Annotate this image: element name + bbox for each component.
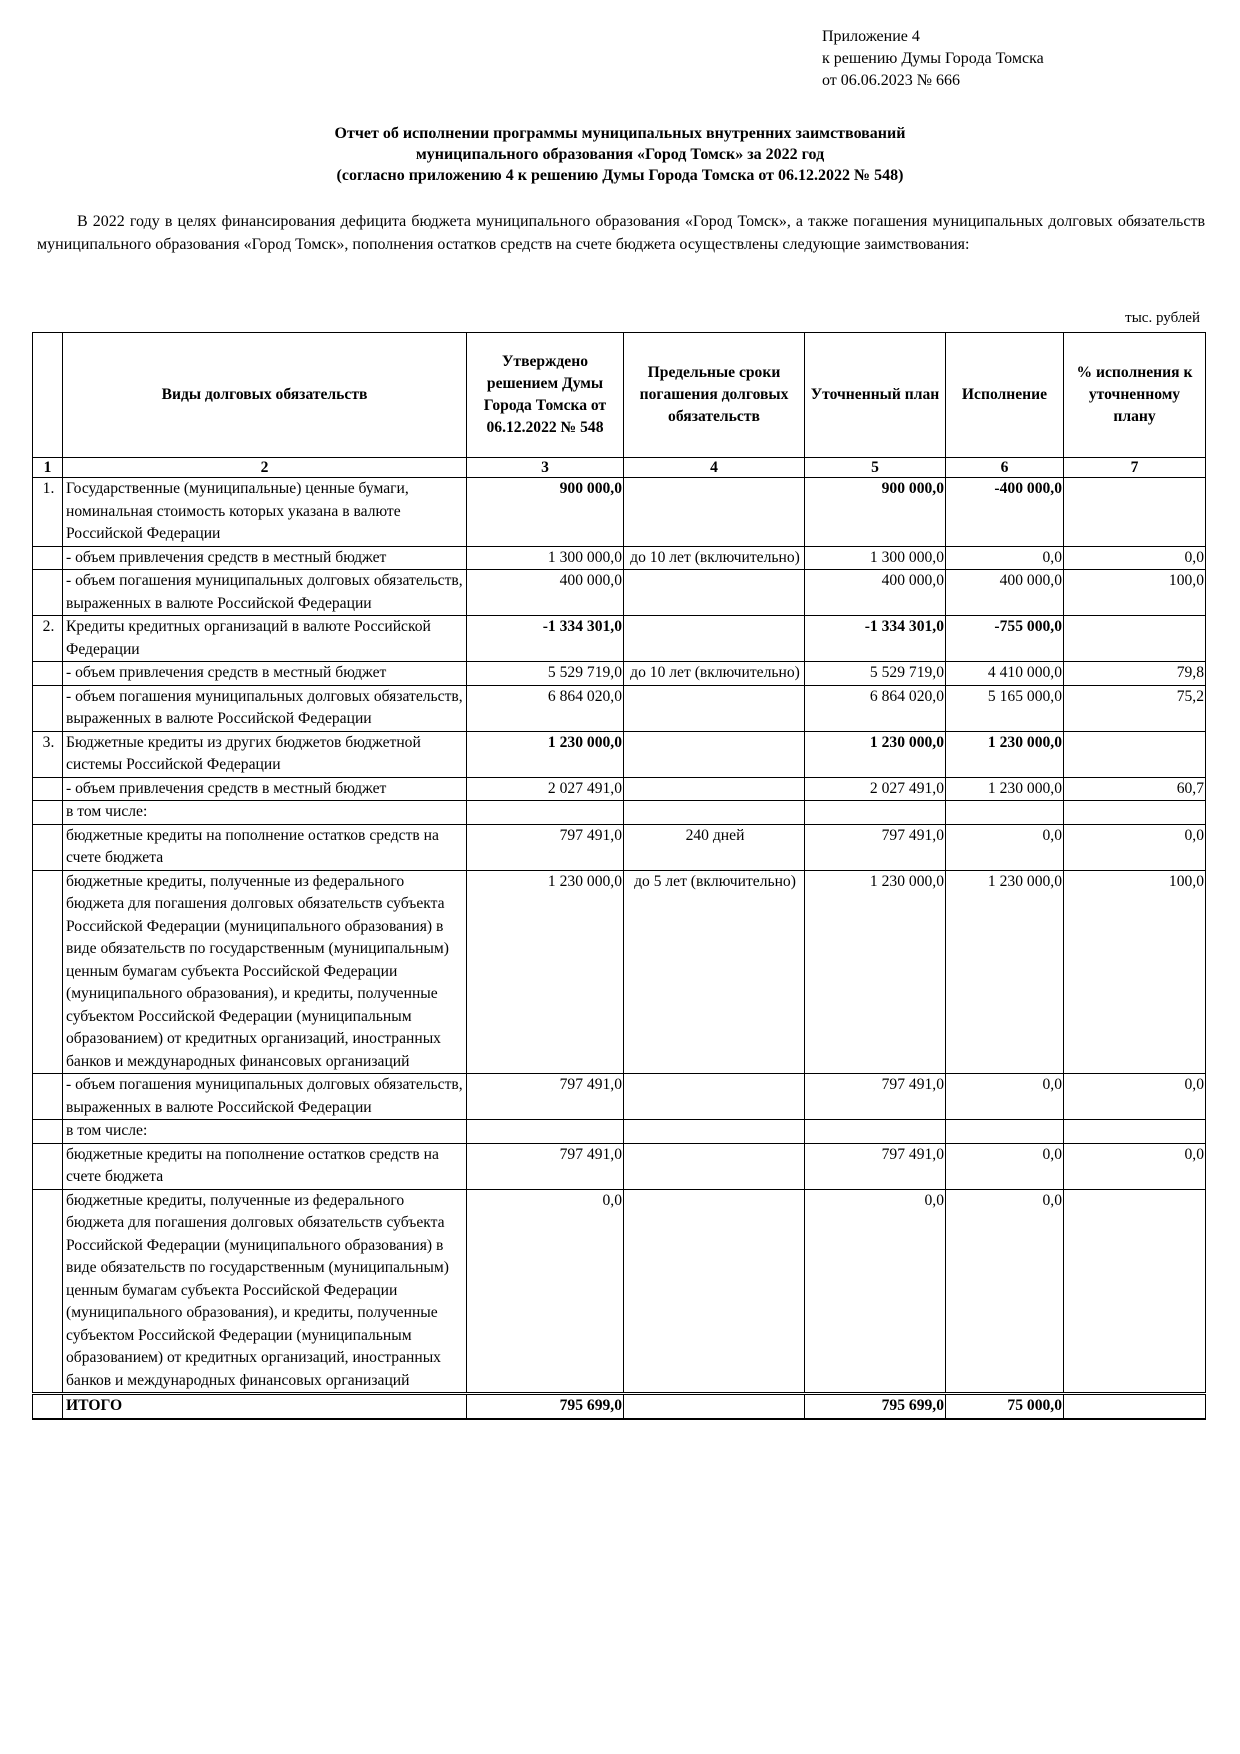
row-name: - объем погашения муниципальных долговых обязательств, выраженных в валюте Российской Федерации <box>63 570 467 616</box>
row-approved: 0,0 <box>467 1189 624 1394</box>
col-number-6: 6 <box>946 458 1064 478</box>
row-exec: 0,0 <box>946 1143 1064 1189</box>
table-row <box>33 801 1206 825</box>
report-title <box>60 123 1180 186</box>
row-name: - объем привлечения средств в местный бюджет <box>63 777 467 801</box>
row-name: бюджетные кредиты, полученные из федерального бюджета для погашения долговых обязательств субъекта Российской Федерации (муниципального образования) в виде обязательств по государственным (муниципальным) ценным бумагам субъекта Российской Федерации (муниципального образования), и кредиты, полученные субъектом Российской Федерации (муниципальным образованием) от кредитных организаций, иностранных банков и международных финансовых организаций <box>63 1189 467 1394</box>
row-term <box>624 616 805 662</box>
row-approved: 797 491,0 <box>467 824 624 870</box>
col-number-4: 4 <box>624 458 805 478</box>
row-plan: 1 230 000,0 <box>805 870 946 1074</box>
column-number-row <box>33 458 1206 478</box>
row-plan: 797 491,0 <box>805 1074 946 1120</box>
row-term <box>624 685 805 731</box>
row-plan: 797 491,0 <box>805 824 946 870</box>
col-number-5: 5 <box>805 458 946 478</box>
row-exec: 400 000,0 <box>946 570 1064 616</box>
row-approved: 2 027 491,0 <box>467 777 624 801</box>
row-plan: 400 000,0 <box>805 570 946 616</box>
row-plan: 797 491,0 <box>805 1143 946 1189</box>
row-term <box>624 1074 805 1120</box>
row-approved: 5 529 719,0 <box>467 662 624 686</box>
row-name: Кредиты кредитных организаций в валюте Российской Федерации <box>63 616 467 662</box>
annex-block <box>822 26 1044 92</box>
units-label: тыс. рублей <box>1125 310 1200 326</box>
row-number <box>33 801 63 825</box>
row-approved: 1 230 000,0 <box>467 731 624 777</box>
row-exec: -755 000,0 <box>946 616 1064 662</box>
table-header-row <box>33 333 1206 458</box>
total-term <box>624 1394 805 1419</box>
col-number-2: 2 <box>63 458 467 478</box>
row-exec: 4 410 000,0 <box>946 662 1064 686</box>
row-term <box>624 1143 805 1189</box>
row-percent <box>1064 801 1206 825</box>
row-approved: 6 864 020,0 <box>467 685 624 731</box>
row-exec: 1 230 000,0 <box>946 870 1064 1074</box>
row-approved: 900 000,0 <box>467 478 624 547</box>
header-col-5: Уточненный план <box>805 333 946 458</box>
row-plan <box>805 801 946 825</box>
annex-line-1: Приложение 4 <box>822 28 920 45</box>
total-no <box>33 1394 63 1419</box>
table-row <box>33 570 1206 616</box>
table-row <box>33 870 1206 1074</box>
row-term <box>624 1189 805 1394</box>
row-exec: -400 000,0 <box>946 478 1064 547</box>
row-term <box>624 731 805 777</box>
row-name: бюджетные кредиты на пополнение остатков средств на счете бюджета <box>63 824 467 870</box>
row-percent <box>1064 1189 1206 1394</box>
row-exec: 5 165 000,0 <box>946 685 1064 731</box>
row-number: 1. <box>33 478 63 547</box>
row-term <box>624 570 805 616</box>
total-row <box>33 1394 1206 1419</box>
row-approved: 1 230 000,0 <box>467 870 624 1074</box>
row-approved: 797 491,0 <box>467 1074 624 1120</box>
row-percent: 100,0 <box>1064 570 1206 616</box>
header-col-7: % исполнения к уточненному плану <box>1064 333 1206 458</box>
row-percent <box>1064 731 1206 777</box>
row-name: - объем привлечения средств в местный бюджет <box>63 546 467 570</box>
row-number <box>33 777 63 801</box>
table-row <box>33 685 1206 731</box>
row-term: до 10 лет (включительно) <box>624 662 805 686</box>
table-row <box>33 546 1206 570</box>
row-number <box>33 824 63 870</box>
header-col-6: Исполнение <box>946 333 1064 458</box>
col-number-1: 1 <box>33 458 63 478</box>
row-number: 3. <box>33 731 63 777</box>
row-percent <box>1064 616 1206 662</box>
row-exec: 0,0 <box>946 1189 1064 1394</box>
row-number <box>33 546 63 570</box>
total-label: ИТОГО <box>63 1394 467 1419</box>
row-term: до 5 лет (включительно) <box>624 870 805 1074</box>
table-row <box>33 1143 1206 1189</box>
row-percent: 0,0 <box>1064 546 1206 570</box>
row-name: - объем привлечения средств в местный бюджет <box>63 662 467 686</box>
row-term <box>624 777 805 801</box>
row-plan: 1 300 000,0 <box>805 546 946 570</box>
col-number-3: 3 <box>467 458 624 478</box>
row-name: в том числе: <box>63 1120 467 1144</box>
row-name: в том числе: <box>63 801 467 825</box>
table-row <box>33 1120 1206 1144</box>
row-term: до 10 лет (включительно) <box>624 546 805 570</box>
row-approved <box>467 801 624 825</box>
row-exec: 1 230 000,0 <box>946 731 1064 777</box>
row-exec <box>946 801 1064 825</box>
row-plan: 1 230 000,0 <box>805 731 946 777</box>
row-plan <box>805 1120 946 1144</box>
row-percent: 60,7 <box>1064 777 1206 801</box>
row-plan: 2 027 491,0 <box>805 777 946 801</box>
row-exec: 0,0 <box>946 824 1064 870</box>
row-percent: 0,0 <box>1064 1074 1206 1120</box>
row-number <box>33 662 63 686</box>
row-number <box>33 870 63 1074</box>
table-row <box>33 731 1206 777</box>
table-row <box>33 1189 1206 1394</box>
table-row <box>33 478 1206 547</box>
row-percent <box>1064 478 1206 547</box>
row-percent: 0,0 <box>1064 824 1206 870</box>
row-percent <box>1064 1120 1206 1144</box>
header-col-4: Предельные сроки погашения долговых обязательств <box>624 333 805 458</box>
row-name: Государственные (муниципальные) ценные бумаги, номинальная стоимость которых указана в валюте Российской Федерации <box>63 478 467 547</box>
row-approved: 797 491,0 <box>467 1143 624 1189</box>
row-number <box>33 685 63 731</box>
row-number <box>33 570 63 616</box>
title-line-2: муниципального образования «Город Томск» за 2022 год <box>415 146 825 163</box>
row-name: бюджетные кредиты на пополнение остатков средств на счете бюджета <box>63 1143 467 1189</box>
row-term <box>624 801 805 825</box>
row-number <box>33 1143 63 1189</box>
row-exec <box>946 1120 1064 1144</box>
header-col-2: Виды долговых обязательств <box>63 333 467 458</box>
row-approved: -1 334 301,0 <box>467 616 624 662</box>
row-name-text: бюджетные кредиты, полученные из федерального бюджета для погашения долговых обязательств субъекта Российской Федерации (муниципального образования) в виде обязательств по государственным (муниципальным) ценным бумагам субъекта Российской Федерации (муниципального образования), и кредиты, полученные субъектом Российской Федерации (муниципальным образованием) от кредитных организаций, иностранных банков и международных финансовых организаций <box>66 872 449 1070</box>
row-percent: 75,2 <box>1064 685 1206 731</box>
table-body <box>33 478 1206 1394</box>
row-plan: 0,0 <box>805 1189 946 1394</box>
row-percent: 100,0 <box>1064 870 1206 1074</box>
annex-line-3: от 06.06.2023 № 666 <box>822 72 961 89</box>
row-approved: 1 300 000,0 <box>467 546 624 570</box>
row-number <box>33 1074 63 1120</box>
row-percent: 0,0 <box>1064 1143 1206 1189</box>
table-row <box>33 616 1206 662</box>
total-plan: 795 699,0 <box>805 1394 946 1419</box>
table-row <box>33 824 1206 870</box>
row-name <box>63 870 467 1074</box>
col-number-7: 7 <box>1064 458 1206 478</box>
total-exec: 75 000,0 <box>946 1394 1064 1419</box>
annex-line-2: к решению Думы Города Томска <box>822 50 1044 67</box>
table-row <box>33 777 1206 801</box>
row-percent: 79,8 <box>1064 662 1206 686</box>
row-term <box>624 478 805 547</box>
header-col-1 <box>33 333 63 458</box>
row-plan: 6 864 020,0 <box>805 685 946 731</box>
row-exec: 0,0 <box>946 1074 1064 1120</box>
row-exec: 0,0 <box>946 546 1064 570</box>
row-plan: 5 529 719,0 <box>805 662 946 686</box>
borrowings-table <box>32 332 1206 1420</box>
row-exec: 1 230 000,0 <box>946 777 1064 801</box>
row-name: Бюджетные кредиты из других бюджетов бюджетной системы Российской Федерации <box>63 731 467 777</box>
row-term: 240 дней <box>624 824 805 870</box>
row-number <box>33 1120 63 1144</box>
row-number <box>33 1189 63 1394</box>
header-col-3: Утверждено решением Думы Города Томска от 06.12.2022 № 548 <box>467 333 624 458</box>
intro-paragraph: В 2022 году в целях финансирования дефицита бюджета муниципального образования «Город Томск», а также погашения муниципальных долговых обязательств муниципального образования «Город Томск», пополнения остатков средств на счете бюджета осуществлены следующие заимствования: <box>37 213 1205 253</box>
row-name: - объем погашения муниципальных долговых обязательств, выраженных в валюте Российской Федерации <box>63 685 467 731</box>
row-name: - объем погашения муниципальных долговых обязательств, выраженных в валюте Российской Федерации <box>63 1074 467 1120</box>
row-approved: 400 000,0 <box>467 570 624 616</box>
row-term <box>624 1120 805 1144</box>
table-row <box>33 662 1206 686</box>
total-approved: 795 699,0 <box>467 1394 624 1419</box>
row-number: 2. <box>33 616 63 662</box>
row-approved <box>467 1120 624 1144</box>
title-line-3: (согласно приложению 4 к решению Думы Города Томска от 06.12.2022 № 548) <box>336 167 904 184</box>
row-plan: 900 000,0 <box>805 478 946 547</box>
total-pct <box>1064 1394 1206 1419</box>
row-plan: -1 334 301,0 <box>805 616 946 662</box>
title-line-1: Отчет об исполнении программы муниципальных внутренних заимствований <box>334 125 906 142</box>
table-row <box>33 1074 1206 1120</box>
